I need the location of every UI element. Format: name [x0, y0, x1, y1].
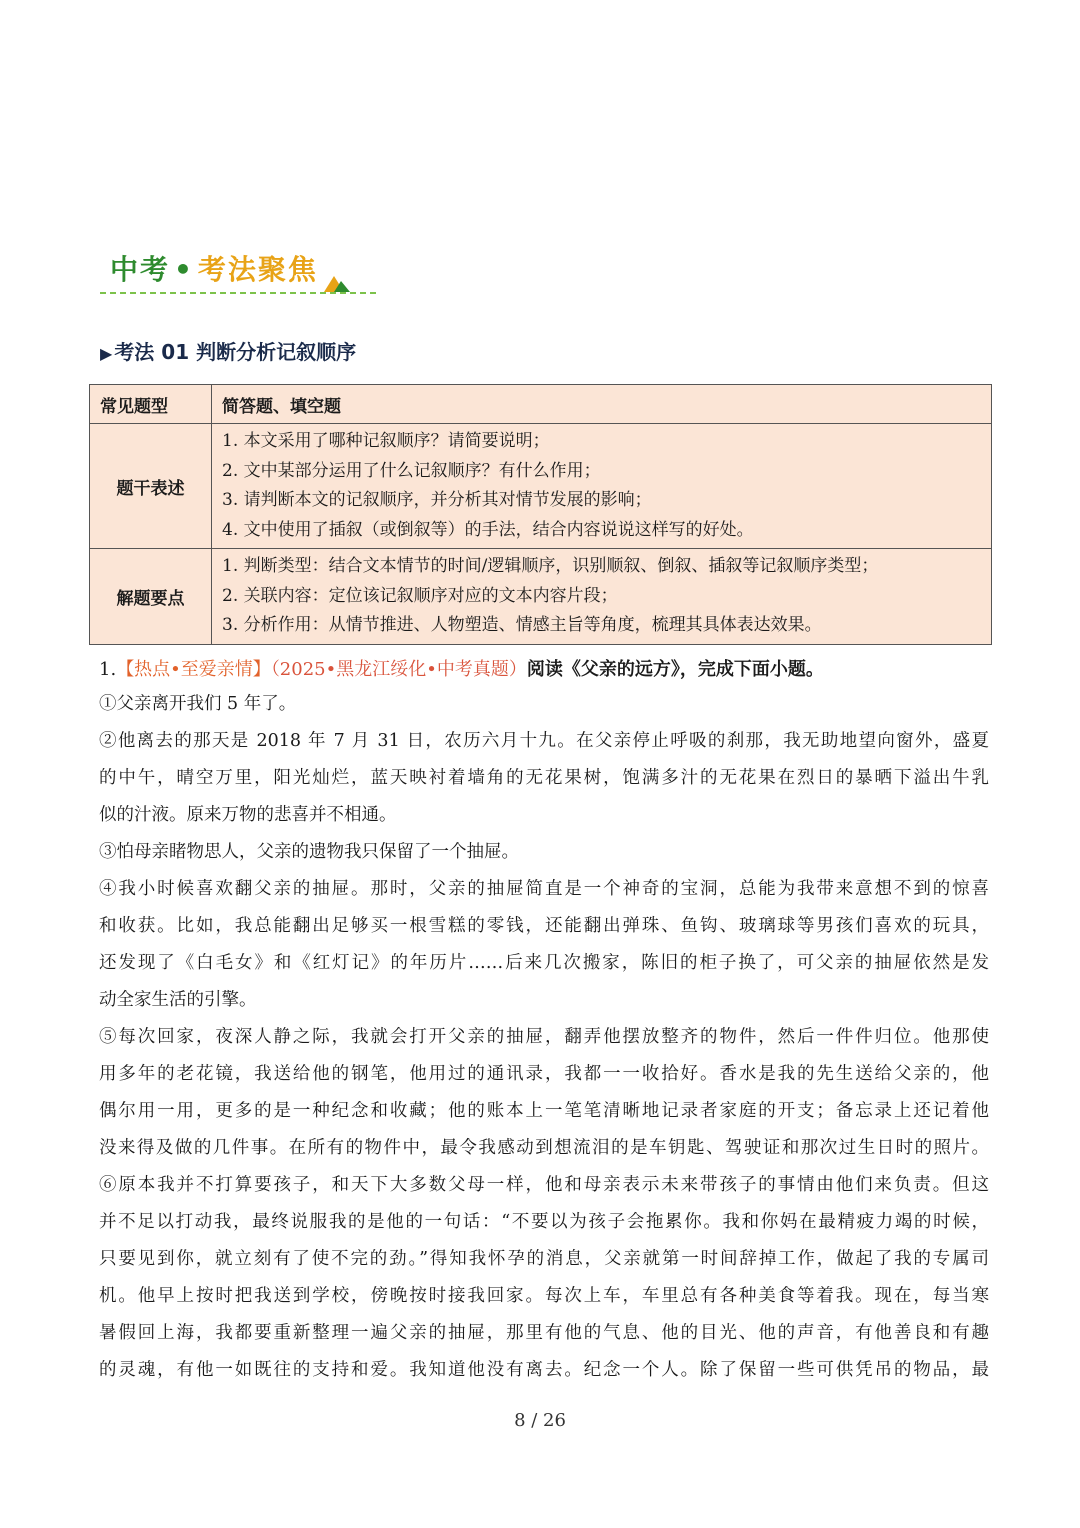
section-title-text: 考法 01 判断分析记叙顺序 [114, 340, 357, 364]
question-number: 1. [99, 659, 117, 680]
passage-line: ①父亲离开我们 5 年了。 [99, 694, 297, 714]
row-label-tips: 解题要点 [90, 549, 212, 645]
banner-main-text: 中考 [110, 253, 171, 286]
stem-line: 4. 文中使用了插叙（或倒叙等）的手法，结合内容说说这样写的好处。 [222, 519, 754, 540]
row-label-stem: 题干表述 [90, 424, 212, 549]
tip-line: 3. 分析作用：从情节推进、人物塑造、情感主旨等角度，梳理其具体表达效果。 [222, 615, 822, 635]
question-source: （2025•黑龙江绥化•中考真题） [270, 659, 527, 680]
passage-line: ④我小时候喜欢翻父亲的抽屉。那时，父亲的抽屉简直是一个神奇的宝洞，总能为我带来意想不到的惊喜 [99, 879, 989, 899]
stem-line: 2. 文中某部分运用了什么记叙顺序？有什么作用； [222, 460, 601, 481]
passage-line: 和收获。比如，我总能翻出足够买一根雪糕的零钱，还能翻出弹珠、鱼钩、玻璃球等男孩们喜欢的玩具， [99, 916, 989, 936]
stem-line: 1. 本文采用了哪种记叙顺序？请简要说明； [222, 431, 550, 451]
passage-line: 动全家生活的引擎。 [99, 990, 257, 1010]
stem-line: 3. 请判断本文的记叙顺序，并分析其对情节发展的影响； [222, 490, 652, 510]
passage-line: 的灵魂，有他一如既往的支持和爱。我知道他没有离去。纪念一个人。除了保留一些可供凭吊的物品，最 [99, 1360, 989, 1380]
passage-line: 的中午，晴空万里，阳光灿烂，蓝天映衬着墙角的无花果树，饱满多汁的无花果在烈日的暴晒下溢出牛乳 [99, 768, 989, 788]
passage-line: 机。他早上按时把我送到学校，傍晚按时接我回家。每次上车，车里总有各种美食等着我。现在，每当寒 [99, 1286, 989, 1306]
play-arrow-icon: ▶ [100, 344, 113, 363]
question-task: 阅读《父亲的远方》，完成下面小题。 [526, 659, 824, 680]
row-content-tips [212, 549, 992, 645]
passage-line: 偶尔用一用，更多的是一种纪念和收藏；他的账本上一笔笔清晰地记录者家庭的开支；备忘录上还记着他 [99, 1101, 989, 1121]
banner-sub-text: 考法聚焦 [197, 253, 318, 286]
passage-line: 只要见到你，就立刻有了使不完的劲。”得知我怀孕的消息，父亲就第一时间辞掉工作，做起了我的专属司 [99, 1249, 989, 1269]
table-row [90, 424, 992, 549]
passage-line: 暑假回上海，我都要重新整理一遍父亲的抽屉，那里有他的气息、他的目光、他的声音，有他善良和有趣 [99, 1323, 989, 1343]
passage-line: 没来得及做的几件事。在所有的物件中，最令我感动到想流泪的是车钥匙、驾驶证和那次过生日时的照片。 [99, 1138, 989, 1158]
section-title [100, 336, 356, 365]
table-header-value: 简答题、填空题 [212, 385, 992, 424]
info-table [89, 384, 992, 645]
page-number: 8 / 26 [514, 1410, 566, 1431]
banner-title [110, 248, 318, 288]
passage-line: ②他离去的那天是 2018 年 7 月 31 日，农历六月十九。在父亲停止呼吸的刹那，我无助地望向窗外，盛夏 [99, 731, 989, 751]
passage-line: 似的汁液。原来万物的悲喜并不相通。 [99, 805, 397, 825]
tip-line: 2. 关联内容：定位该记叙顺序对应的文本内容片段； [222, 585, 618, 606]
table-row [90, 549, 992, 645]
passage-line: ③怕母亲睹物思人，父亲的遗物我只保留了一个抽屉。 [99, 842, 519, 862]
row-content-stem [212, 424, 992, 549]
passage-line: 用多年的老花镜，我送给他的钢笔，他用过的通讯录，我都一一收拾好。香水是我的先生送给父亲的，他 [99, 1064, 989, 1084]
passage-line: ⑥原本我并不打算要孩子，和天下大多数父母一样，他和母亲表示未来带孩子的事情由他们来负责。但这 [99, 1175, 989, 1195]
question-heading [99, 655, 824, 681]
banner-divider [100, 292, 376, 294]
passage-line: 还发现了《白毛女》和《红灯记》的年历片……后来几次搬家，陈旧的柜子换了，可父亲的抽屉依然是发 [99, 953, 989, 973]
table-header-label: 常见题型 [90, 385, 212, 424]
banner-dot: • [174, 253, 194, 286]
mountain-icon [322, 272, 352, 294]
reading-passage [99, 686, 989, 1389]
question-tag: 【热点•至爱亲情】 [116, 659, 271, 680]
passage-line: 并不足以打动我，最终说服我的是他的一句话：“不要以为孩子会拖累你。我和你妈在最精疲力竭的时候， [99, 1212, 989, 1232]
section-banner [100, 248, 376, 296]
table-header-row [90, 385, 992, 424]
tip-line: 1. 判断类型：结合文本情节的时间/逻辑顺序，识别顺叙、倒叙、插叙等记叙顺序类型； [222, 556, 879, 576]
passage-line: ⑤每次回家，夜深人静之际，我就会打开父亲的抽屉，翻弄他摆放整齐的物件，然后一件件归位。他那使 [99, 1027, 989, 1047]
